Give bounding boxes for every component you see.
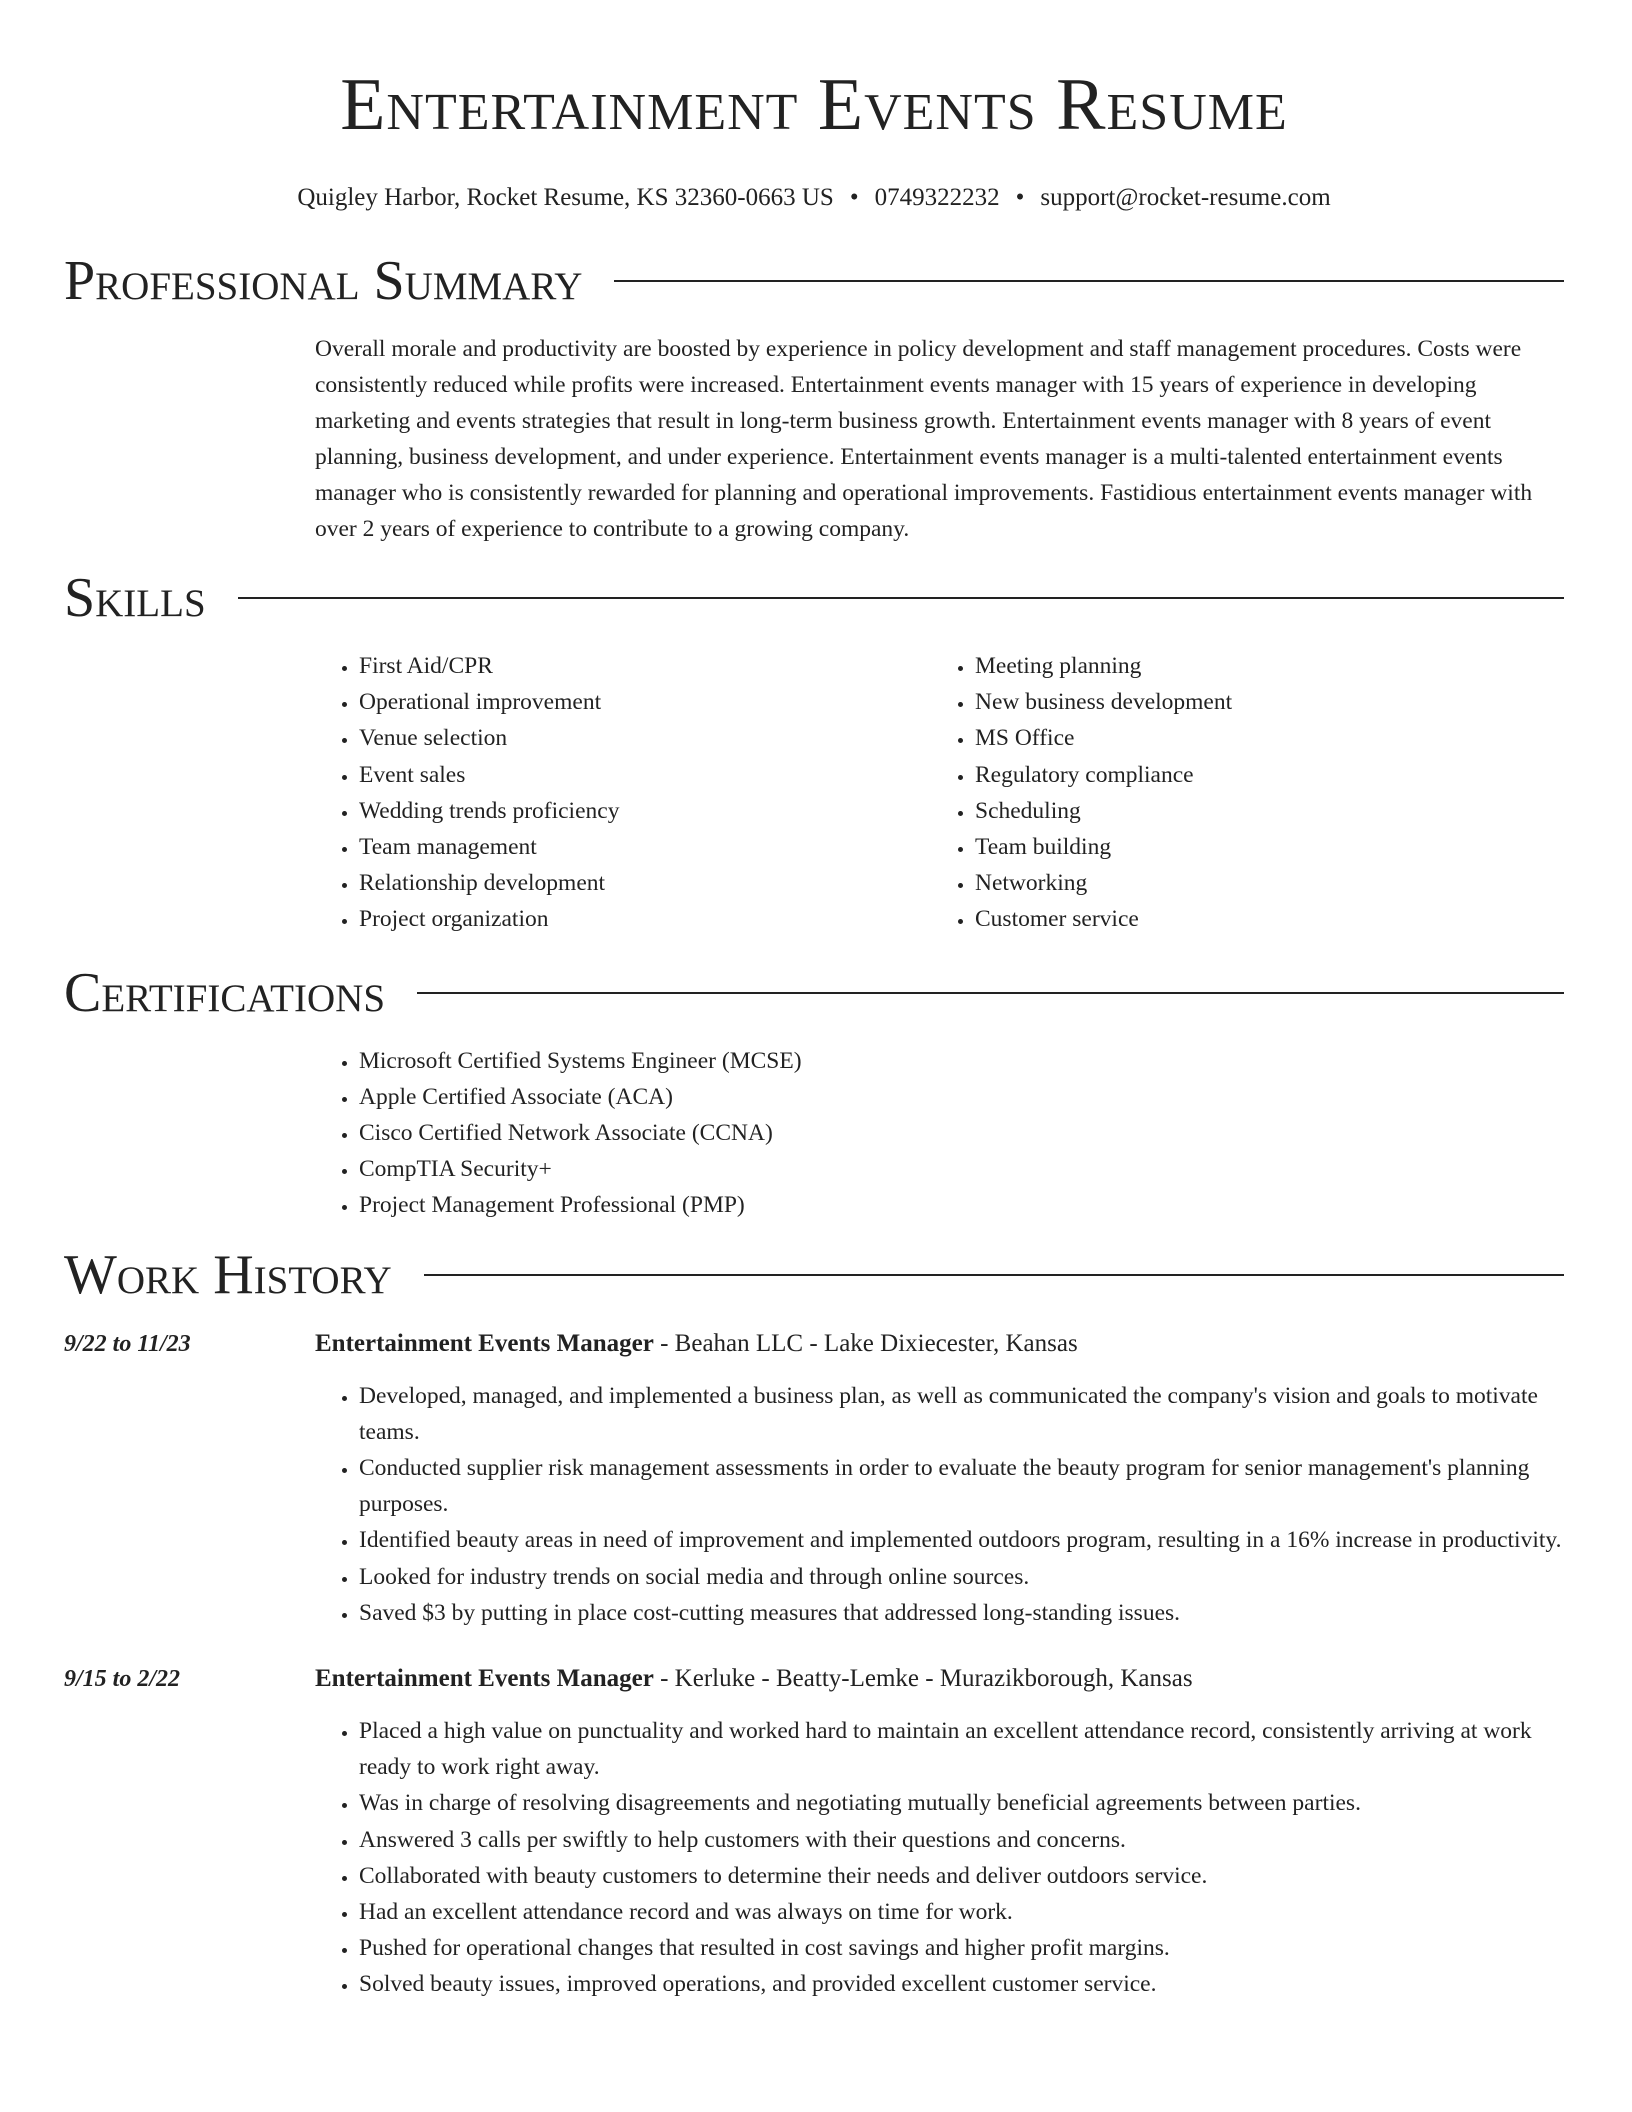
- summary-section-header: [64, 248, 1564, 314]
- section-divider: [417, 992, 1564, 994]
- certification-item: • Cisco Certified Network Associate (CCNA): [359, 1115, 1564, 1151]
- skill-item: • Venue selection: [359, 720, 931, 756]
- responsibility-item: • Identified beauty areas in need of improvement and implemented outdoors program, resulting in a 16% increase in productivity.: [359, 1522, 1564, 1558]
- skill-item: • First Aid/CPR: [359, 648, 931, 684]
- skill-item: • Team building: [975, 829, 1547, 865]
- skills-column-right: [931, 648, 1547, 938]
- skill-item: • Event sales: [359, 757, 931, 793]
- work-entry: [64, 1663, 1564, 2003]
- certifications-heading: Certifications: [64, 961, 386, 1024]
- responsibility-item: • Developed, managed, and implemented a business plan, as well as communicated the company's vision and goals to motivate teams.: [359, 1378, 1564, 1450]
- skills-column-left: [315, 648, 931, 938]
- skills-section-header: [64, 565, 1564, 631]
- job-title: Entertainment Events Manager: [315, 1329, 654, 1357]
- certification-item: • Microsoft Certified Systems Engineer (MCSE): [359, 1043, 1564, 1079]
- responsibility-item: • Collaborated with beauty customers to determine their needs and deliver outdoors service.: [359, 1858, 1564, 1894]
- responsibility-item: • Was in charge of resolving disagreements and negotiating mutually beneficial agreements between parties.: [359, 1785, 1564, 1821]
- contact-phone: 0749322232: [874, 184, 1000, 211]
- responsibility-item: • Had an excellent attendance record and was always on time for work.: [359, 1894, 1564, 1930]
- skills-content: [315, 648, 1564, 938]
- work-dates: 9/22 to 11/23: [64, 1330, 191, 1357]
- work-entry-body: [315, 1663, 1564, 2003]
- skill-item: • Relationship development: [359, 865, 931, 901]
- section-divider: [424, 1274, 1564, 1276]
- certification-item: • Apple Certified Associate (ACA): [359, 1079, 1564, 1115]
- job-responsibilities: [315, 1378, 1564, 1631]
- certifications-section-header: [64, 960, 1564, 1026]
- skill-item: • Team management: [359, 829, 931, 865]
- contact-separator: •: [849, 184, 859, 211]
- work-entry-heading: [315, 1328, 1564, 1360]
- contact-email: support@rocket-resume.com: [1040, 184, 1331, 211]
- contact-address: Quigley Harbor, Rocket Resume, KS 32360-0663 US: [297, 184, 834, 211]
- section-divider: [238, 597, 1564, 599]
- contact-separator: •: [1015, 184, 1025, 211]
- responsibility-item: • Pushed for operational changes that resulted in cost savings and higher profit margins.: [359, 1930, 1564, 1966]
- skill-item: • Meeting planning: [975, 648, 1547, 684]
- responsibility-item: • Conducted supplier risk management assessments in order to evaluate the beauty program for senior management's planning purposes.: [359, 1450, 1564, 1522]
- responsibility-item: • Answered 3 calls per swiftly to help customers with their questions and concerns.: [359, 1822, 1564, 1858]
- job-company-location: - Kerluke - Beatty-Lemke - Murazikborough, Kansas: [653, 1665, 1193, 1693]
- responsibility-item: • Solved beauty issues, improved operations, and provided excellent customer service.: [359, 1966, 1564, 2002]
- skill-item: • Operational improvement: [359, 684, 931, 720]
- certification-item: • CompTIA Security+: [359, 1151, 1564, 1187]
- skills-grid: [315, 648, 1564, 938]
- summary-content: [315, 331, 1564, 547]
- work-entry-body: [315, 1328, 1564, 1631]
- certifications-list: [315, 1043, 1564, 1224]
- certifications-content: [315, 1043, 1564, 1224]
- skills-heading: Skills: [64, 567, 206, 629]
- responsibility-item: • Looked for industry trends on social media and through online sources.: [359, 1559, 1564, 1595]
- summary-text: Overall morale and productivity are boosted by experience in policy development and staff management procedures. Costs were consistently reduced while profits were increased. Entertainment events manager with 15 years of experience in developing marketing and events strategies that result in long-term business growth. Entertainment events manager with 8 years of event planning, business development, and under experience. Entertainment events manager is a multi-talented entertainment events manager who is consistently rewarded for planning and operational improvements. Fastidious entertainment events manager with over 2 years of experience to contribute to a growing company.: [315, 336, 1533, 542]
- responsibility-item: • Placed a high value on punctuality and worked hard to maintain an excellent attendance record, consistently arriving at work ready to work right away.: [359, 1713, 1564, 1785]
- work-dates: 9/15 to 2/22: [64, 1666, 181, 1693]
- work-entry-heading: [315, 1663, 1564, 1695]
- certification-item: • Project Management Professional (PMP): [359, 1187, 1564, 1223]
- resume-title: Entertainment Events Resume: [340, 64, 1288, 146]
- skill-item: • New business development: [975, 684, 1547, 720]
- work-history-heading: Work History: [64, 1243, 392, 1306]
- skill-item: • Scheduling: [975, 793, 1547, 829]
- job-responsibilities: [315, 1713, 1564, 2003]
- skill-item: • Networking: [975, 865, 1547, 901]
- work-history-section-header: [64, 1242, 1564, 1308]
- skill-item: • Wedding trends proficiency: [359, 793, 931, 829]
- resume-page: [64, 0, 1564, 2003]
- skill-item: • Regulatory compliance: [975, 757, 1547, 793]
- skills-list-left: [315, 648, 931, 938]
- job-company-location: - Beahan LLC - Lake Dixiecester, Kansas: [653, 1329, 1078, 1357]
- summary-heading: Professional Summary: [64, 250, 583, 312]
- skill-item: • Customer service: [975, 901, 1547, 937]
- responsibility-item: • Saved $3 by putting in place cost-cutting measures that addressed long-standing issues.: [359, 1595, 1564, 1631]
- contact-line: [64, 182, 1564, 214]
- work-entry: [64, 1328, 1564, 1631]
- section-divider: [614, 280, 1564, 282]
- skill-item: • MS Office: [975, 720, 1547, 756]
- job-title: Entertainment Events Manager: [315, 1665, 654, 1693]
- skills-list-right: [931, 648, 1547, 938]
- skill-item: • Project organization: [359, 901, 931, 937]
